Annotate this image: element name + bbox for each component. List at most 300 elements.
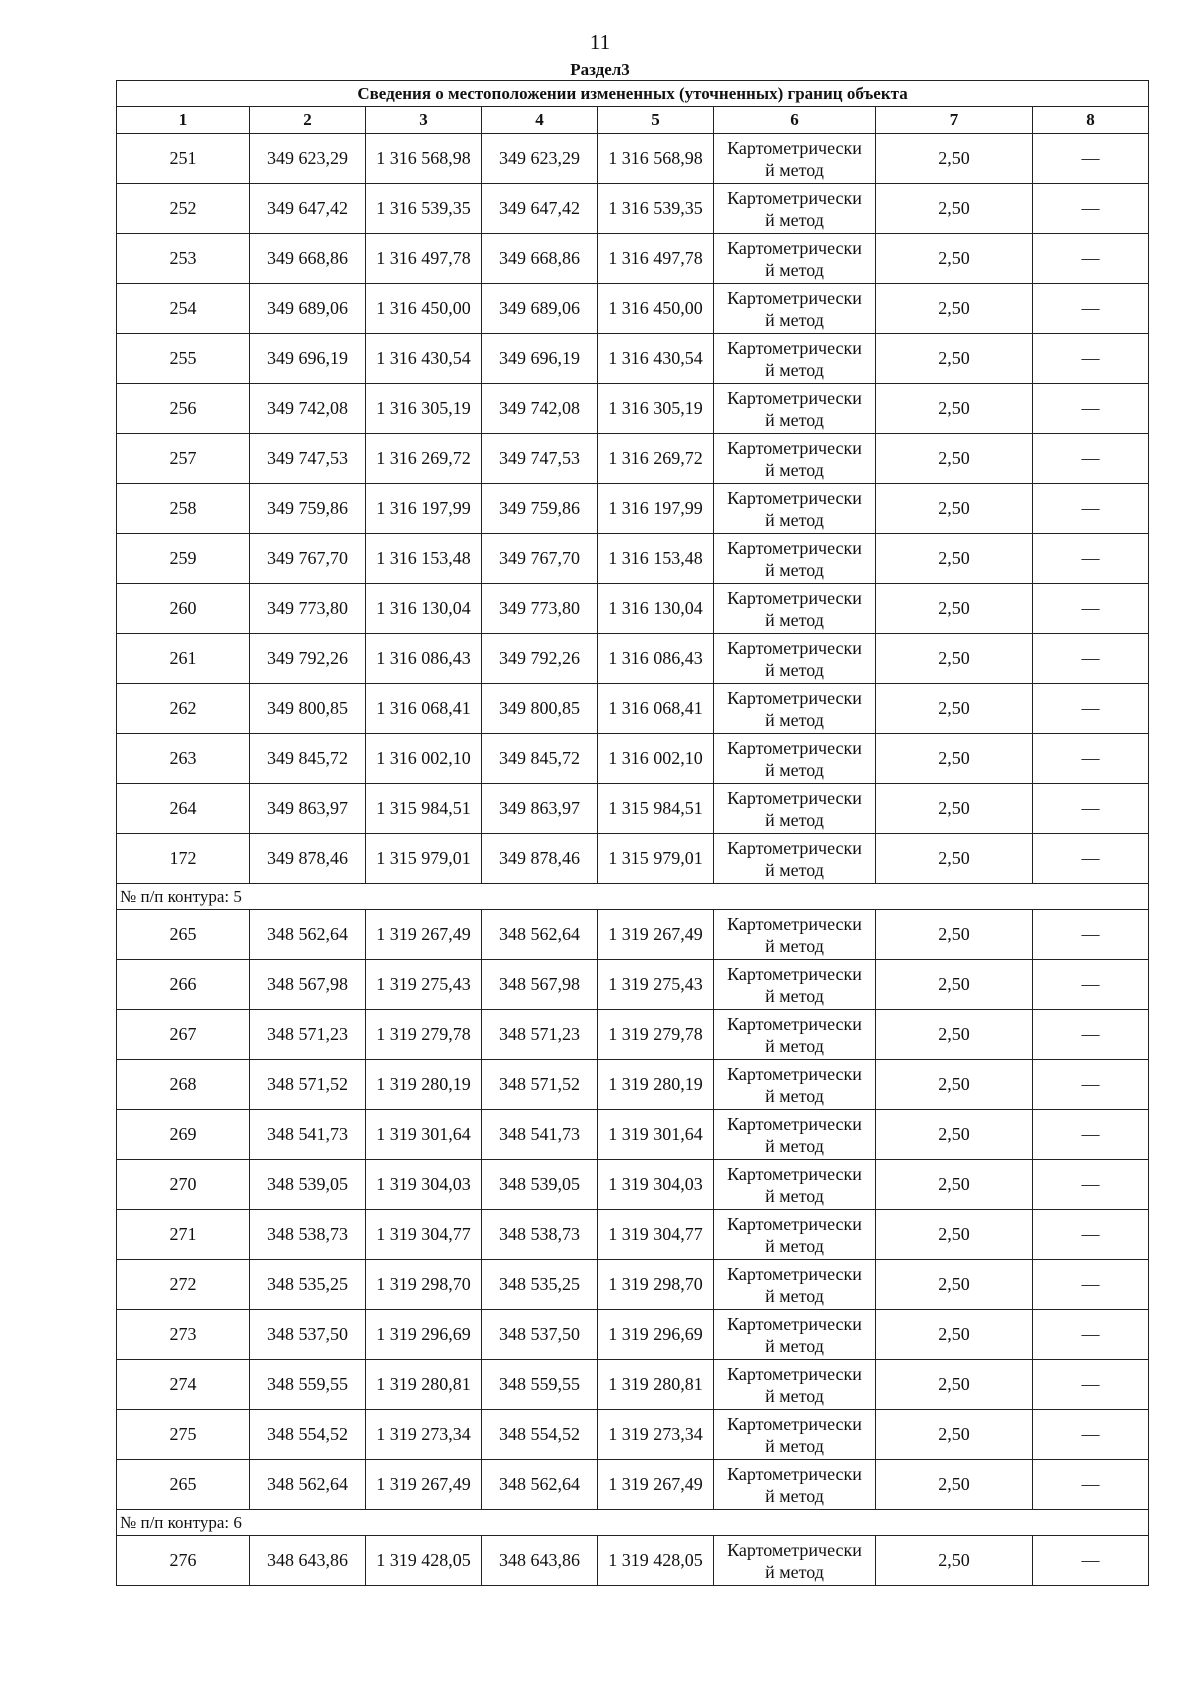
method-line2: й метод bbox=[765, 985, 824, 1006]
x-old-cell: 349 696,19 bbox=[250, 334, 366, 384]
x-old-cell: 349 623,29 bbox=[250, 134, 366, 184]
contour-label: № п/п контура: 6 bbox=[117, 1510, 1149, 1536]
accuracy-cell: 2,50 bbox=[876, 1110, 1033, 1160]
method-line2: й метод bbox=[765, 409, 824, 430]
y-old-cell: 1 319 301,64 bbox=[366, 1110, 482, 1160]
y-old-cell: 1 316 197,99 bbox=[366, 484, 482, 534]
accuracy-cell: 2,50 bbox=[876, 134, 1033, 184]
description-cell: — bbox=[1033, 334, 1149, 384]
x-old-cell: 349 792,26 bbox=[250, 634, 366, 684]
table-row bbox=[117, 1310, 1149, 1360]
description-cell: — bbox=[1033, 1410, 1149, 1460]
method-cell bbox=[714, 634, 876, 684]
method-line2: й метод bbox=[765, 1185, 824, 1206]
x-new-cell: 349 623,29 bbox=[482, 134, 598, 184]
method-cell bbox=[714, 1110, 876, 1160]
method-line1: Картометрически bbox=[727, 1363, 862, 1384]
method-line1: Картометрически bbox=[727, 387, 862, 408]
method-cell bbox=[714, 134, 876, 184]
y-new-cell: 1 316 130,04 bbox=[598, 584, 714, 634]
y-new-cell: 1 319 267,49 bbox=[598, 1460, 714, 1510]
description-cell: — bbox=[1033, 1460, 1149, 1510]
y-new-cell: 1 316 430,54 bbox=[598, 334, 714, 384]
point-number-cell: 266 bbox=[117, 960, 250, 1010]
method-line2: й метод bbox=[765, 1035, 824, 1056]
x-new-cell: 348 538,73 bbox=[482, 1210, 598, 1260]
y-new-cell: 1 316 497,78 bbox=[598, 234, 714, 284]
x-new-cell: 348 567,98 bbox=[482, 960, 598, 1010]
method-cell bbox=[714, 1310, 876, 1360]
y-new-cell: 1 315 979,01 bbox=[598, 834, 714, 884]
method-line2: й метод bbox=[765, 1085, 824, 1106]
y-old-cell: 1 315 984,51 bbox=[366, 784, 482, 834]
x-old-cell: 349 863,97 bbox=[250, 784, 366, 834]
description-cell: — bbox=[1033, 1110, 1149, 1160]
x-new-cell: 349 689,06 bbox=[482, 284, 598, 334]
accuracy-cell: 2,50 bbox=[876, 960, 1033, 1010]
x-old-cell: 348 554,52 bbox=[250, 1410, 366, 1460]
description-cell: — bbox=[1033, 234, 1149, 284]
y-new-cell: 1 319 304,03 bbox=[598, 1160, 714, 1210]
accuracy-cell: 2,50 bbox=[876, 834, 1033, 884]
x-old-cell: 349 767,70 bbox=[250, 534, 366, 584]
y-new-cell: 1 316 153,48 bbox=[598, 534, 714, 584]
coordinates-table bbox=[116, 80, 1149, 1586]
point-number-cell: 251 bbox=[117, 134, 250, 184]
accuracy-cell: 2,50 bbox=[876, 384, 1033, 434]
y-old-cell: 1 316 568,98 bbox=[366, 134, 482, 184]
method-line1: Картометрически bbox=[727, 237, 862, 258]
y-new-cell: 1 319 296,69 bbox=[598, 1310, 714, 1360]
x-new-cell: 349 767,70 bbox=[482, 534, 598, 584]
method-line2: й метод bbox=[765, 1435, 824, 1456]
method-cell bbox=[714, 734, 876, 784]
method-line2: й метод bbox=[765, 509, 824, 530]
y-old-cell: 1 316 086,43 bbox=[366, 634, 482, 684]
description-cell: — bbox=[1033, 784, 1149, 834]
table-row bbox=[117, 734, 1149, 784]
method-cell bbox=[714, 1010, 876, 1060]
table-row bbox=[117, 1536, 1149, 1586]
point-number-cell: 273 bbox=[117, 1310, 250, 1360]
method-line2: й метод bbox=[765, 559, 824, 580]
column-number-header: 4 bbox=[482, 107, 598, 134]
table-row bbox=[117, 834, 1149, 884]
y-new-cell: 1 319 298,70 bbox=[598, 1260, 714, 1310]
method-line2: й метод bbox=[765, 859, 824, 880]
method-line2: й метод bbox=[765, 935, 824, 956]
y-old-cell: 1 315 979,01 bbox=[366, 834, 482, 884]
table-row bbox=[117, 584, 1149, 634]
y-old-cell: 1 319 304,03 bbox=[366, 1160, 482, 1210]
x-old-cell: 348 567,98 bbox=[250, 960, 366, 1010]
point-number-cell: 270 bbox=[117, 1160, 250, 1210]
y-new-cell: 1 316 197,99 bbox=[598, 484, 714, 534]
column-number-header: 7 bbox=[876, 107, 1033, 134]
accuracy-cell: 2,50 bbox=[876, 1360, 1033, 1410]
table-row bbox=[117, 784, 1149, 834]
column-numbers-row bbox=[117, 107, 1149, 134]
y-old-cell: 1 319 273,34 bbox=[366, 1410, 482, 1460]
method-cell bbox=[714, 684, 876, 734]
table-row bbox=[117, 1060, 1149, 1110]
table-row bbox=[117, 1110, 1149, 1160]
table-row bbox=[117, 910, 1149, 960]
method-cell bbox=[714, 284, 876, 334]
x-old-cell: 349 742,08 bbox=[250, 384, 366, 434]
column-number-header: 6 bbox=[714, 107, 876, 134]
table-body bbox=[117, 134, 1149, 1586]
table-row bbox=[117, 1410, 1149, 1460]
x-new-cell: 349 742,08 bbox=[482, 384, 598, 434]
x-new-cell: 349 696,19 bbox=[482, 334, 598, 384]
x-old-cell: 348 538,73 bbox=[250, 1210, 366, 1260]
y-old-cell: 1 316 450,00 bbox=[366, 284, 482, 334]
x-new-cell: 349 773,80 bbox=[482, 584, 598, 634]
method-line1: Картометрически bbox=[727, 737, 862, 758]
description-cell: — bbox=[1033, 434, 1149, 484]
point-number-cell: 268 bbox=[117, 1060, 250, 1110]
x-old-cell: 348 537,50 bbox=[250, 1310, 366, 1360]
x-old-cell: 348 559,55 bbox=[250, 1360, 366, 1410]
method-line2: й метод bbox=[765, 209, 824, 230]
y-old-cell: 1 319 267,49 bbox=[366, 1460, 482, 1510]
table-row bbox=[117, 684, 1149, 734]
y-old-cell: 1 319 296,69 bbox=[366, 1310, 482, 1360]
table-row bbox=[117, 634, 1149, 684]
page-number: 11 bbox=[589, 30, 611, 54]
method-line2: й метод bbox=[765, 759, 824, 780]
description-cell: — bbox=[1033, 384, 1149, 434]
x-new-cell: 349 759,86 bbox=[482, 484, 598, 534]
accuracy-cell: 2,50 bbox=[876, 1260, 1033, 1310]
method-line2: й метод bbox=[765, 1561, 824, 1582]
x-old-cell: 348 535,25 bbox=[250, 1260, 366, 1310]
description-cell: — bbox=[1033, 834, 1149, 884]
y-old-cell: 1 319 428,05 bbox=[366, 1536, 482, 1586]
accuracy-cell: 2,50 bbox=[876, 534, 1033, 584]
table-row bbox=[117, 534, 1149, 584]
method-line1: Картометрически bbox=[727, 1063, 862, 1084]
x-old-cell: 349 878,46 bbox=[250, 834, 366, 884]
y-old-cell: 1 319 267,49 bbox=[366, 910, 482, 960]
x-new-cell: 348 539,05 bbox=[482, 1160, 598, 1210]
point-number-cell: 253 bbox=[117, 234, 250, 284]
method-line1: Картометрически bbox=[727, 287, 862, 308]
table-row bbox=[117, 1210, 1149, 1260]
description-cell: — bbox=[1033, 1160, 1149, 1210]
point-number-cell: 256 bbox=[117, 384, 250, 434]
accuracy-cell: 2,50 bbox=[876, 784, 1033, 834]
y-old-cell: 1 319 298,70 bbox=[366, 1260, 482, 1310]
method-line1: Картометрически bbox=[727, 1313, 862, 1334]
table-row bbox=[117, 1160, 1149, 1210]
method-line1: Картометрически bbox=[727, 913, 862, 934]
description-cell: — bbox=[1033, 1260, 1149, 1310]
description-cell: — bbox=[1033, 684, 1149, 734]
method-cell bbox=[714, 584, 876, 634]
method-cell bbox=[714, 1210, 876, 1260]
method-line1: Картометрически bbox=[727, 837, 862, 858]
y-new-cell: 1 316 539,35 bbox=[598, 184, 714, 234]
accuracy-cell: 2,50 bbox=[876, 1160, 1033, 1210]
table-row bbox=[117, 1360, 1149, 1410]
x-old-cell: 348 571,23 bbox=[250, 1010, 366, 1060]
x-new-cell: 348 537,50 bbox=[482, 1310, 598, 1360]
method-line2: й метод bbox=[765, 1335, 824, 1356]
table-row bbox=[117, 384, 1149, 434]
y-old-cell: 1 319 280,81 bbox=[366, 1360, 482, 1410]
table-row bbox=[117, 134, 1149, 184]
y-new-cell: 1 316 086,43 bbox=[598, 634, 714, 684]
method-cell bbox=[714, 1360, 876, 1410]
y-new-cell: 1 316 305,19 bbox=[598, 384, 714, 434]
y-new-cell: 1 319 301,64 bbox=[598, 1110, 714, 1160]
method-line1: Картометрически bbox=[727, 137, 862, 158]
method-cell bbox=[714, 1410, 876, 1460]
y-old-cell: 1 316 153,48 bbox=[366, 534, 482, 584]
method-cell bbox=[714, 384, 876, 434]
table-row bbox=[117, 1460, 1149, 1510]
y-old-cell: 1 319 279,78 bbox=[366, 1010, 482, 1060]
accuracy-cell: 2,50 bbox=[876, 910, 1033, 960]
description-cell: — bbox=[1033, 484, 1149, 534]
x-new-cell: 348 571,23 bbox=[482, 1010, 598, 1060]
y-new-cell: 1 319 304,77 bbox=[598, 1210, 714, 1260]
method-line1: Картометрически bbox=[727, 687, 862, 708]
table-row bbox=[117, 184, 1149, 234]
accuracy-cell: 2,50 bbox=[876, 1536, 1033, 1586]
accuracy-cell: 2,50 bbox=[876, 434, 1033, 484]
method-line2: й метод bbox=[765, 359, 824, 380]
point-number-cell: 275 bbox=[117, 1410, 250, 1460]
y-old-cell: 1 319 280,19 bbox=[366, 1060, 482, 1110]
x-old-cell: 349 689,06 bbox=[250, 284, 366, 334]
method-cell bbox=[714, 184, 876, 234]
y-new-cell: 1 319 280,81 bbox=[598, 1360, 714, 1410]
method-line2: й метод bbox=[765, 709, 824, 730]
table-row bbox=[117, 1010, 1149, 1060]
accuracy-cell: 2,50 bbox=[876, 734, 1033, 784]
x-old-cell: 348 539,05 bbox=[250, 1160, 366, 1210]
accuracy-cell: 2,50 bbox=[876, 1210, 1033, 1260]
point-number-cell: 254 bbox=[117, 284, 250, 334]
accuracy-cell: 2,50 bbox=[876, 284, 1033, 334]
method-cell bbox=[714, 334, 876, 384]
accuracy-cell: 2,50 bbox=[876, 1460, 1033, 1510]
description-cell: — bbox=[1033, 134, 1149, 184]
description-cell: — bbox=[1033, 1310, 1149, 1360]
x-old-cell: 348 562,64 bbox=[250, 1460, 366, 1510]
x-new-cell: 348 559,55 bbox=[482, 1360, 598, 1410]
table-row bbox=[117, 484, 1149, 534]
description-cell: — bbox=[1033, 1536, 1149, 1586]
x-old-cell: 348 643,86 bbox=[250, 1536, 366, 1586]
method-line2: й метод bbox=[765, 809, 824, 830]
method-cell bbox=[714, 1260, 876, 1310]
accuracy-cell: 2,50 bbox=[876, 334, 1033, 384]
description-cell: — bbox=[1033, 634, 1149, 684]
x-new-cell: 348 562,64 bbox=[482, 910, 598, 960]
method-cell bbox=[714, 484, 876, 534]
table-row bbox=[117, 284, 1149, 334]
contour-label: № п/п контура: 5 bbox=[117, 884, 1149, 910]
y-new-cell: 1 319 267,49 bbox=[598, 910, 714, 960]
table-row bbox=[117, 1260, 1149, 1310]
column-number-header: 5 bbox=[598, 107, 714, 134]
point-number-cell: 255 bbox=[117, 334, 250, 384]
accuracy-cell: 2,50 bbox=[876, 1310, 1033, 1360]
method-line2: й метод bbox=[765, 1485, 824, 1506]
description-cell: — bbox=[1033, 1210, 1149, 1260]
method-line1: Картометрически bbox=[727, 1163, 862, 1184]
y-new-cell: 1 316 568,98 bbox=[598, 134, 714, 184]
method-line2: й метод bbox=[765, 259, 824, 280]
accuracy-cell: 2,50 bbox=[876, 234, 1033, 284]
point-number-cell: 265 bbox=[117, 1460, 250, 1510]
y-old-cell: 1 319 304,77 bbox=[366, 1210, 482, 1260]
accuracy-cell: 2,50 bbox=[876, 484, 1033, 534]
x-new-cell: 348 554,52 bbox=[482, 1410, 598, 1460]
method-cell bbox=[714, 784, 876, 834]
y-new-cell: 1 319 273,34 bbox=[598, 1410, 714, 1460]
y-old-cell: 1 316 068,41 bbox=[366, 684, 482, 734]
method-line1: Картометрически bbox=[727, 787, 862, 808]
section-title: Раздел3 bbox=[570, 60, 630, 79]
x-new-cell: 349 878,46 bbox=[482, 834, 598, 884]
method-line1: Картометрически bbox=[727, 637, 862, 658]
y-new-cell: 1 319 428,05 bbox=[598, 1536, 714, 1586]
x-new-cell: 348 643,86 bbox=[482, 1536, 598, 1586]
accuracy-cell: 2,50 bbox=[876, 1060, 1033, 1110]
x-new-cell: 348 541,73 bbox=[482, 1110, 598, 1160]
point-number-cell: 172 bbox=[117, 834, 250, 884]
method-cell bbox=[714, 910, 876, 960]
description-cell: — bbox=[1033, 284, 1149, 334]
column-number-header: 1 bbox=[117, 107, 250, 134]
method-line1: Картометрически bbox=[727, 1463, 862, 1484]
x-new-cell: 349 647,42 bbox=[482, 184, 598, 234]
method-line2: й метод bbox=[765, 1285, 824, 1306]
table-row bbox=[117, 234, 1149, 284]
point-number-cell: 260 bbox=[117, 584, 250, 634]
accuracy-cell: 2,50 bbox=[876, 1410, 1033, 1460]
method-line1: Картометрически bbox=[727, 537, 862, 558]
method-cell bbox=[714, 434, 876, 484]
x-new-cell: 349 845,72 bbox=[482, 734, 598, 784]
method-line1: Картометрически bbox=[727, 337, 862, 358]
y-new-cell: 1 316 068,41 bbox=[598, 684, 714, 734]
y-new-cell: 1 316 269,72 bbox=[598, 434, 714, 484]
description-cell: — bbox=[1033, 910, 1149, 960]
table-row bbox=[117, 960, 1149, 1010]
point-number-cell: 272 bbox=[117, 1260, 250, 1310]
x-old-cell: 349 647,42 bbox=[250, 184, 366, 234]
contour-row bbox=[117, 884, 1149, 910]
point-number-cell: 252 bbox=[117, 184, 250, 234]
method-line2: й метод bbox=[765, 609, 824, 630]
y-old-cell: 1 316 002,10 bbox=[366, 734, 482, 784]
description-cell: — bbox=[1033, 1060, 1149, 1110]
y-old-cell: 1 316 305,19 bbox=[366, 384, 482, 434]
method-line2: й метод bbox=[765, 459, 824, 480]
method-line2: й метод bbox=[765, 659, 824, 680]
x-new-cell: 349 800,85 bbox=[482, 684, 598, 734]
point-number-cell: 264 bbox=[117, 784, 250, 834]
y-new-cell: 1 319 280,19 bbox=[598, 1060, 714, 1110]
y-old-cell: 1 316 497,78 bbox=[366, 234, 482, 284]
point-number-cell: 258 bbox=[117, 484, 250, 534]
y-old-cell: 1 316 130,04 bbox=[366, 584, 482, 634]
method-cell bbox=[714, 834, 876, 884]
x-old-cell: 349 747,53 bbox=[250, 434, 366, 484]
method-line1: Картометрически bbox=[727, 1213, 862, 1234]
y-new-cell: 1 319 275,43 bbox=[598, 960, 714, 1010]
column-number-header: 2 bbox=[250, 107, 366, 134]
point-number-cell: 269 bbox=[117, 1110, 250, 1160]
point-number-cell: 271 bbox=[117, 1210, 250, 1260]
x-old-cell: 349 668,86 bbox=[250, 234, 366, 284]
x-old-cell: 348 541,73 bbox=[250, 1110, 366, 1160]
method-line1: Картометрически bbox=[727, 487, 862, 508]
point-number-cell: 257 bbox=[117, 434, 250, 484]
x-old-cell: 349 845,72 bbox=[250, 734, 366, 784]
method-line2: й метод bbox=[765, 1385, 824, 1406]
description-cell: — bbox=[1033, 960, 1149, 1010]
x-old-cell: 348 562,64 bbox=[250, 910, 366, 960]
method-cell bbox=[714, 534, 876, 584]
point-number-cell: 274 bbox=[117, 1360, 250, 1410]
x-new-cell: 348 535,25 bbox=[482, 1260, 598, 1310]
method-line1: Картометрически bbox=[727, 1539, 862, 1560]
y-new-cell: 1 319 279,78 bbox=[598, 1010, 714, 1060]
point-number-cell: 263 bbox=[117, 734, 250, 784]
column-number-header: 8 bbox=[1033, 107, 1149, 134]
column-number-header: 3 bbox=[366, 107, 482, 134]
x-new-cell: 349 668,86 bbox=[482, 234, 598, 284]
method-line2: й метод bbox=[765, 1235, 824, 1256]
method-line1: Картометрически bbox=[727, 1413, 862, 1434]
x-new-cell: 348 562,64 bbox=[482, 1460, 598, 1510]
description-cell: — bbox=[1033, 584, 1149, 634]
method-line1: Картометрически bbox=[727, 1263, 862, 1284]
method-cell bbox=[714, 1060, 876, 1110]
y-new-cell: 1 316 002,10 bbox=[598, 734, 714, 784]
point-number-cell: 261 bbox=[117, 634, 250, 684]
table-title: Сведения о местоположении измененных (уточненных) границ объекта bbox=[117, 81, 1149, 107]
y-old-cell: 1 319 275,43 bbox=[366, 960, 482, 1010]
y-old-cell: 1 316 269,72 bbox=[366, 434, 482, 484]
method-cell bbox=[714, 1460, 876, 1510]
table-row bbox=[117, 434, 1149, 484]
method-line1: Картометрически bbox=[727, 187, 862, 208]
x-old-cell: 349 773,80 bbox=[250, 584, 366, 634]
method-line1: Картометрически bbox=[727, 1113, 862, 1134]
point-number-cell: 267 bbox=[117, 1010, 250, 1060]
method-line1: Картометрически bbox=[727, 1013, 862, 1034]
x-old-cell: 348 571,52 bbox=[250, 1060, 366, 1110]
description-cell: — bbox=[1033, 184, 1149, 234]
method-line1: Картометрически bbox=[727, 587, 862, 608]
x-new-cell: 349 863,97 bbox=[482, 784, 598, 834]
method-line1: Картометрически bbox=[727, 963, 862, 984]
table-row bbox=[117, 334, 1149, 384]
method-line1: Картометрически bbox=[727, 437, 862, 458]
x-old-cell: 349 759,86 bbox=[250, 484, 366, 534]
x-old-cell: 349 800,85 bbox=[250, 684, 366, 734]
accuracy-cell: 2,50 bbox=[876, 684, 1033, 734]
point-number-cell: 265 bbox=[117, 910, 250, 960]
